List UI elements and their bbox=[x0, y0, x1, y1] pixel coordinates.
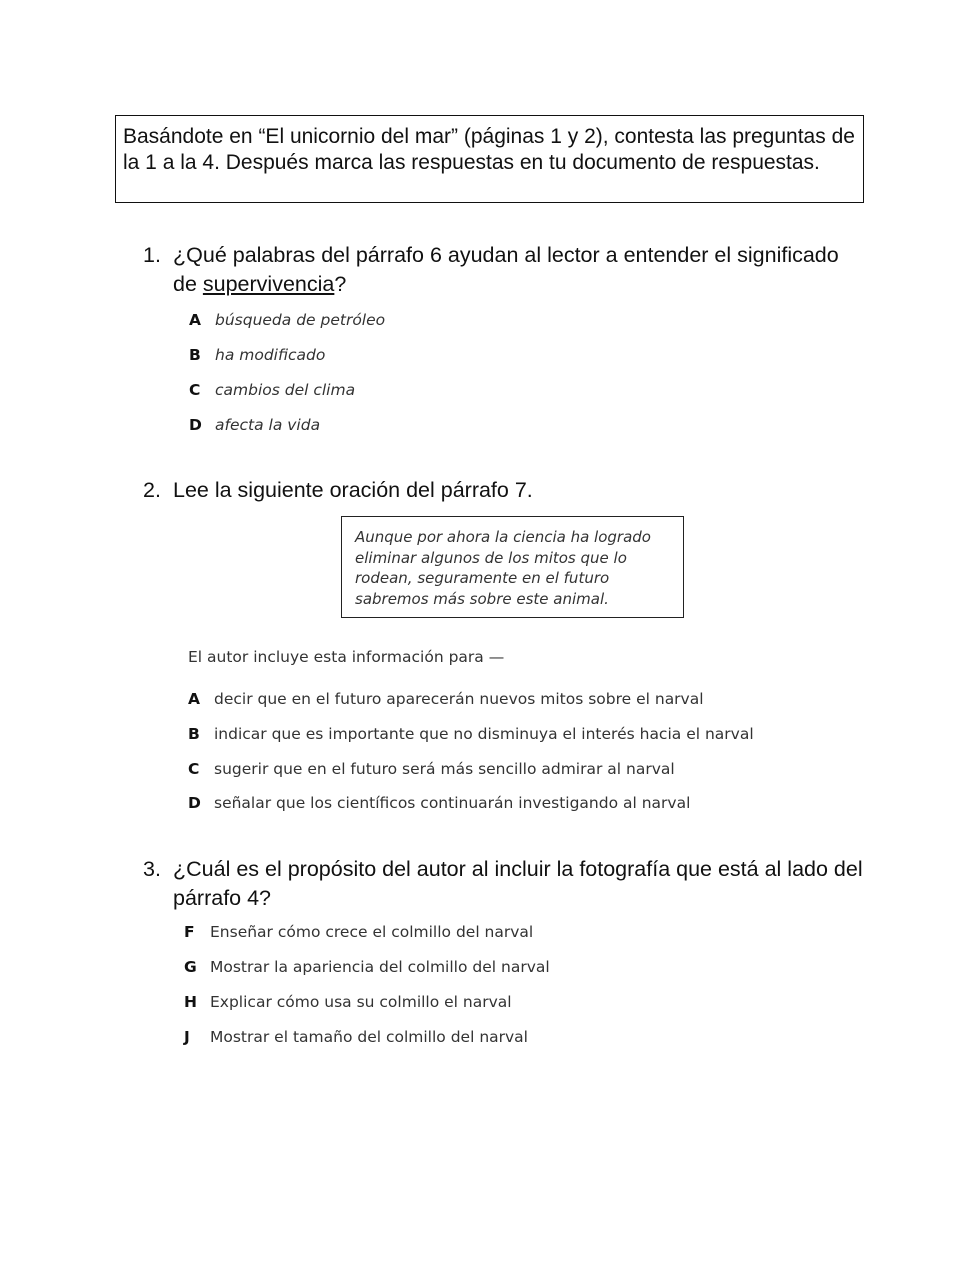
option-3j[interactable]: J Mostrar el tamaño del colmillo del narval bbox=[184, 1028, 528, 1046]
question-stem: El autor incluye esta información para — bbox=[188, 648, 505, 666]
quoted-sentence-box bbox=[341, 516, 684, 618]
option-2c[interactable]: C sugerir que en el futuro será más sencillo admirar al narval bbox=[188, 760, 675, 778]
question-text: ¿Qué palabras del párrafo 6 ayudan al lector a entender el significado de supervivencia? bbox=[173, 243, 839, 296]
question-number: 2. bbox=[143, 478, 161, 502]
question-3 bbox=[143, 855, 863, 913]
option-1a[interactable]: A búsqueda de petróleo bbox=[189, 311, 386, 329]
quoted-sentence: Aunque por ahora la ciencia ha logrado eliminar algunos de los mitos que lo rodean, seguramente en el futuro sabremos más sobre este animal. bbox=[355, 528, 651, 608]
option-1b[interactable]: B ha modificado bbox=[189, 346, 326, 364]
option-1c[interactable]: C cambios del clima bbox=[189, 381, 356, 399]
question-2 bbox=[143, 476, 863, 505]
underlined-word: supervivencia bbox=[202, 272, 335, 296]
option-2a[interactable]: A decir que en el futuro aparecerán nuevos mitos sobre el narval bbox=[188, 690, 704, 708]
option-2b[interactable]: B indicar que es importante que no disminuya el interés hacia el narval bbox=[188, 725, 754, 743]
option-3f[interactable]: F Enseñar cómo crece el colmillo del narval bbox=[184, 923, 534, 941]
option-1d[interactable]: D afecta la vida bbox=[189, 416, 321, 434]
question-number: 3. bbox=[143, 857, 161, 881]
question-1 bbox=[143, 241, 863, 299]
option-3g[interactable]: G Mostrar la apariencia del colmillo del narval bbox=[184, 958, 550, 976]
instructions-text: Basándote en “El unicornio del mar” (páginas 1 y 2), contesta las preguntas de la 1 a la 4. Después marca las respuestas en tu documento de respuestas. bbox=[123, 125, 855, 174]
question-text: ¿Cuál es el propósito del autor al incluir la fotografía que está al lado del párrafo 4? bbox=[173, 857, 863, 910]
instructions-box bbox=[115, 115, 864, 203]
question-number: 1. bbox=[143, 243, 161, 267]
option-3h[interactable]: H Explicar cómo usa su colmillo el narval bbox=[184, 993, 512, 1011]
option-2d[interactable]: D señalar que los científicos continuarán investigando al narval bbox=[188, 794, 691, 812]
question-text: Lee la siguiente oración del párrafo 7. bbox=[173, 478, 533, 502]
